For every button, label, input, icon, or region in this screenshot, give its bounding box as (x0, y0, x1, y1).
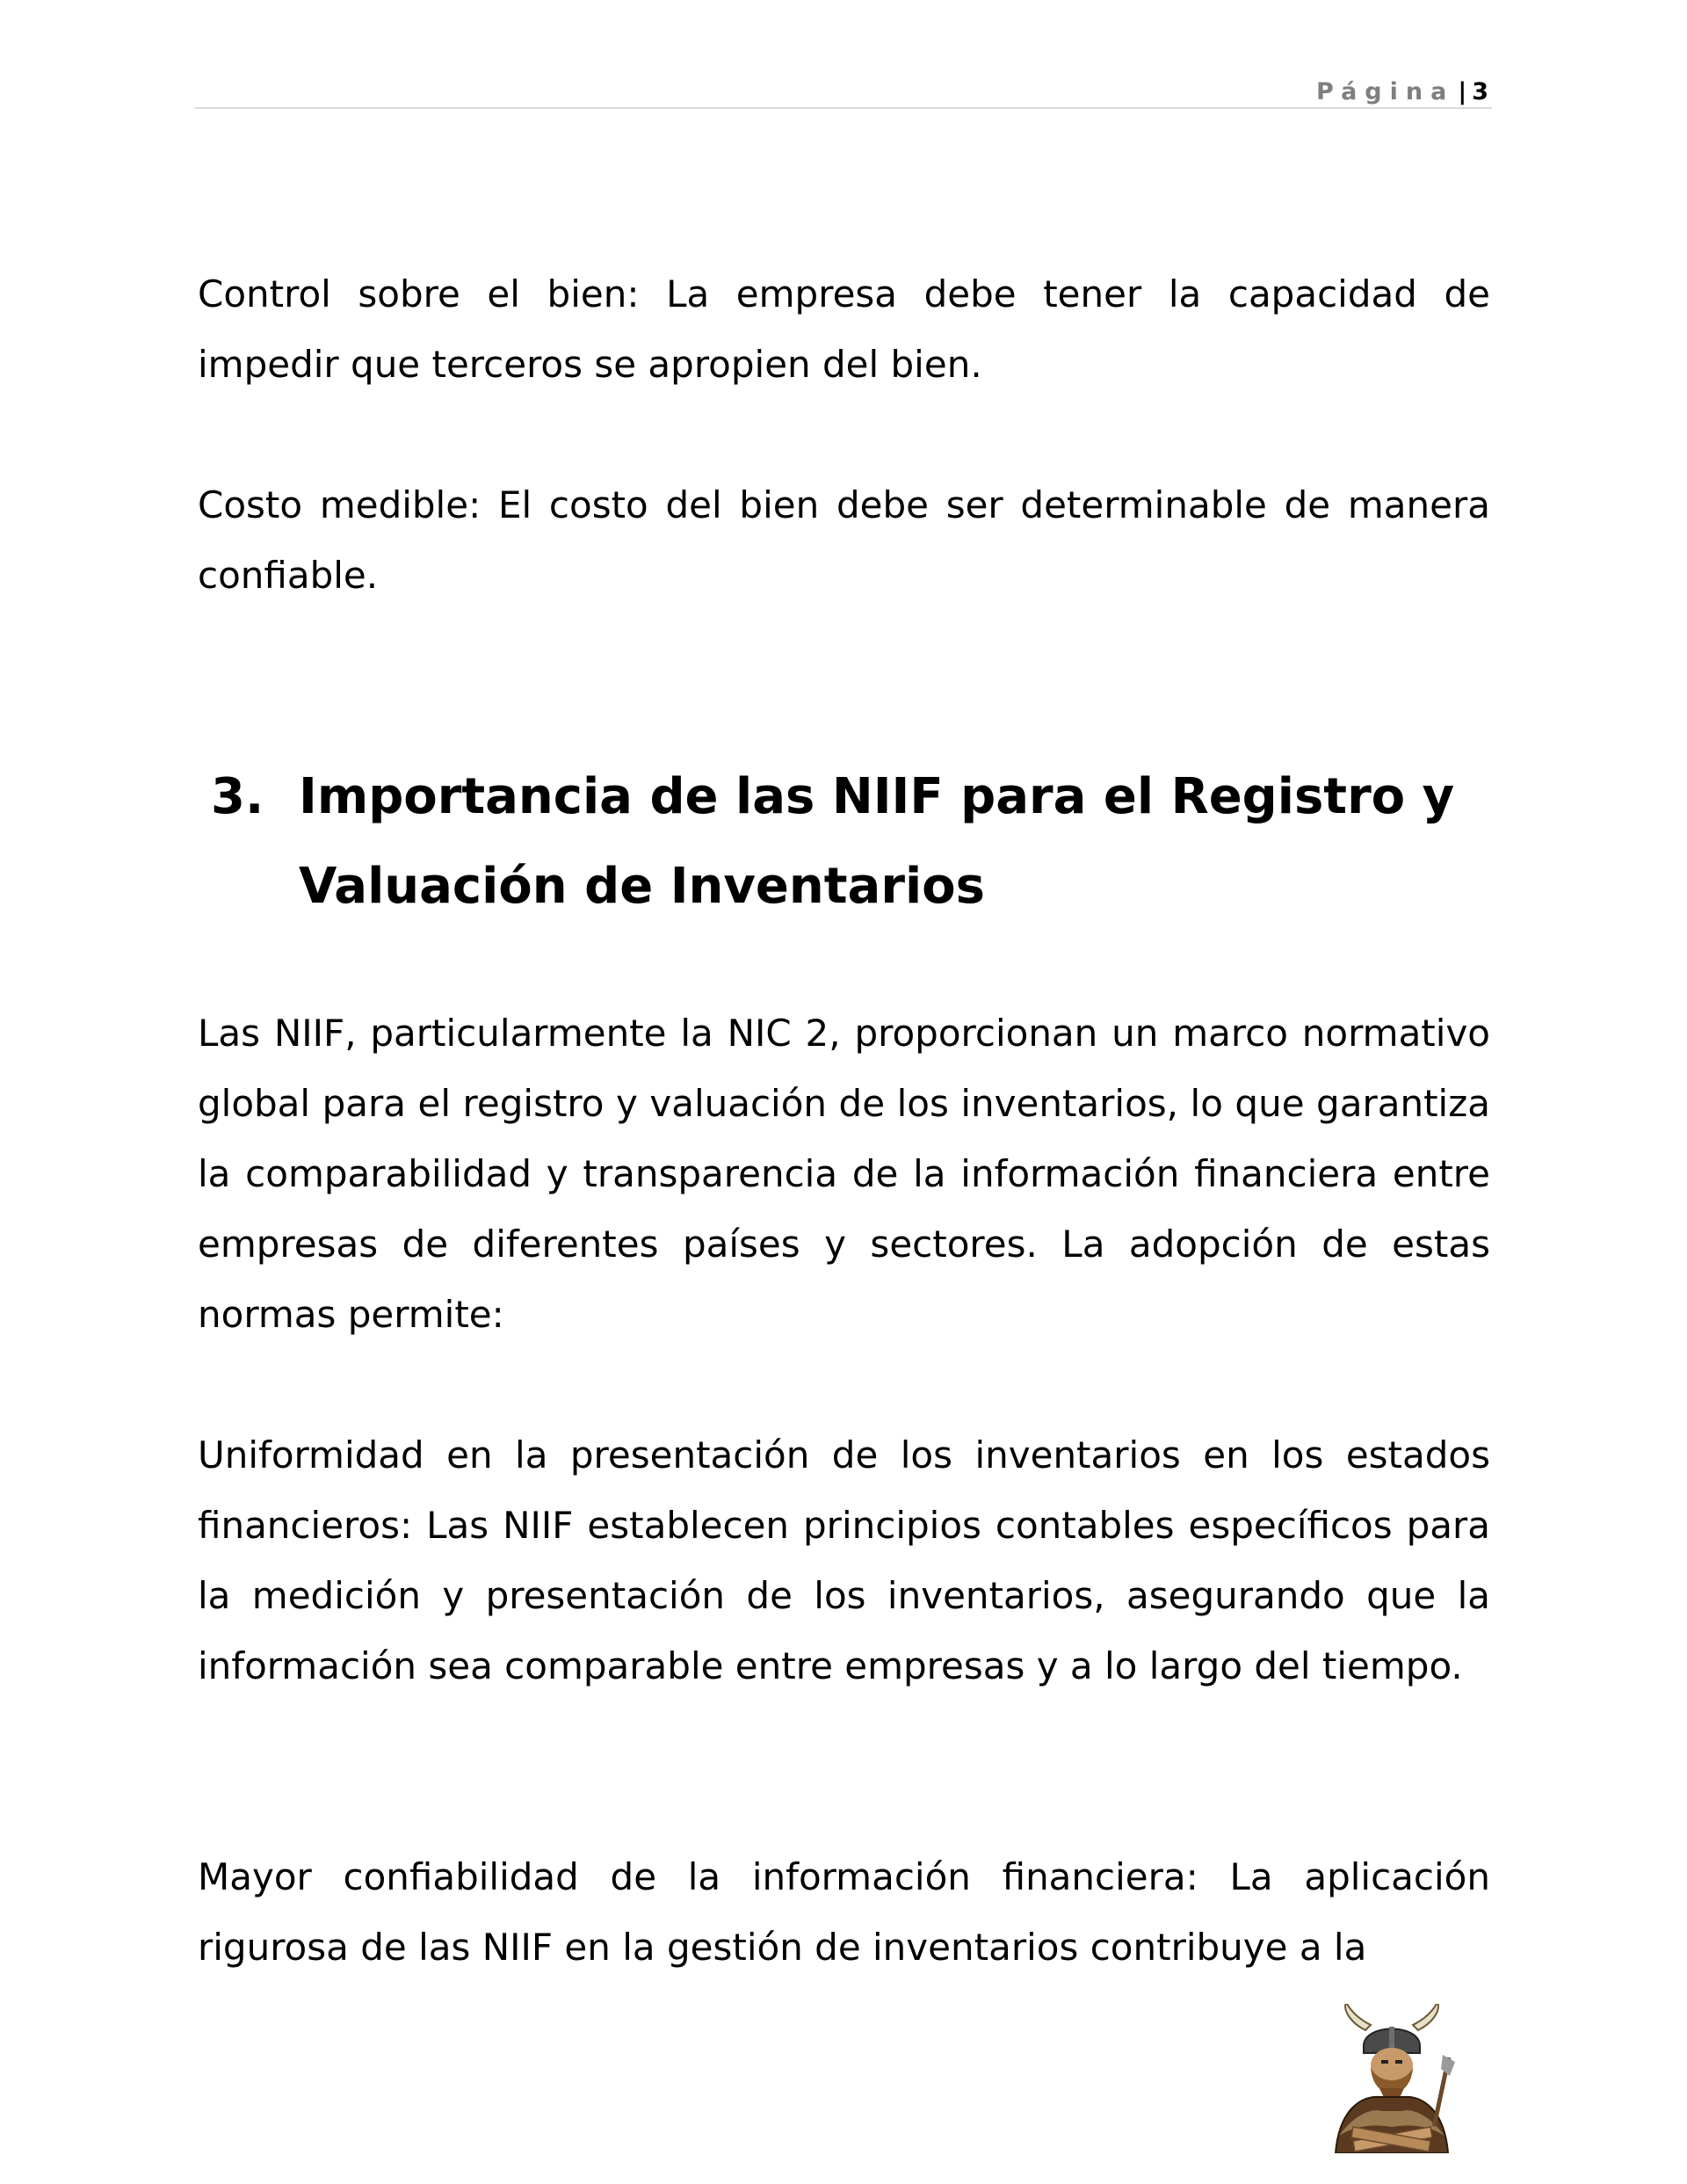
paragraph-mayor-confiabilidad: Mayor confiabilidad de la información financiera: La aplicación rigurosa de las NIIF en la gestión de inventarios contribuye a la (198, 1855, 1490, 1969)
paragraph-uniformidad: Uniformidad en la presentación de los inventarios en los estados financieros: Las NIIF establecen principios contables específicos para la medición y presentación de los inventarios, asegurando que la información sea comparable entre empresas y a lo largo del tiempo. (198, 1433, 1490, 1687)
paragraph-control-sobre-el-bien: Control sobre el bien: La empresa debe tener la capacidad de impedir que terceros se apropien del bien. (198, 272, 1490, 386)
paragraph-niif-overview: Las NIIF, particularmente la NIC 2, proporcionan un marco normativo global para el registro y valuación de los inventarios, lo que garantiza la comparabilidad y transparencia de la información financiera entre empresas de diferentes países y sectores. La adopción de estas normas permite: (198, 1012, 1490, 1336)
section-title: Importancia de las NIIF para el Registro y Valuación de Inventarios (299, 768, 1455, 915)
paragraph-costo-medible: Costo medible: El costo del bien debe ser determinable de manera confiable. (198, 483, 1490, 597)
page-word: Página (1316, 78, 1455, 105)
page-number-label (1316, 79, 1488, 105)
section-number: 3. (211, 768, 264, 825)
page-separator: | (1458, 78, 1467, 105)
page-header (195, 72, 1492, 109)
page-number: 3 (1472, 78, 1488, 105)
section-heading (211, 752, 1494, 932)
viking-warrior-icon (1327, 2004, 1457, 2153)
